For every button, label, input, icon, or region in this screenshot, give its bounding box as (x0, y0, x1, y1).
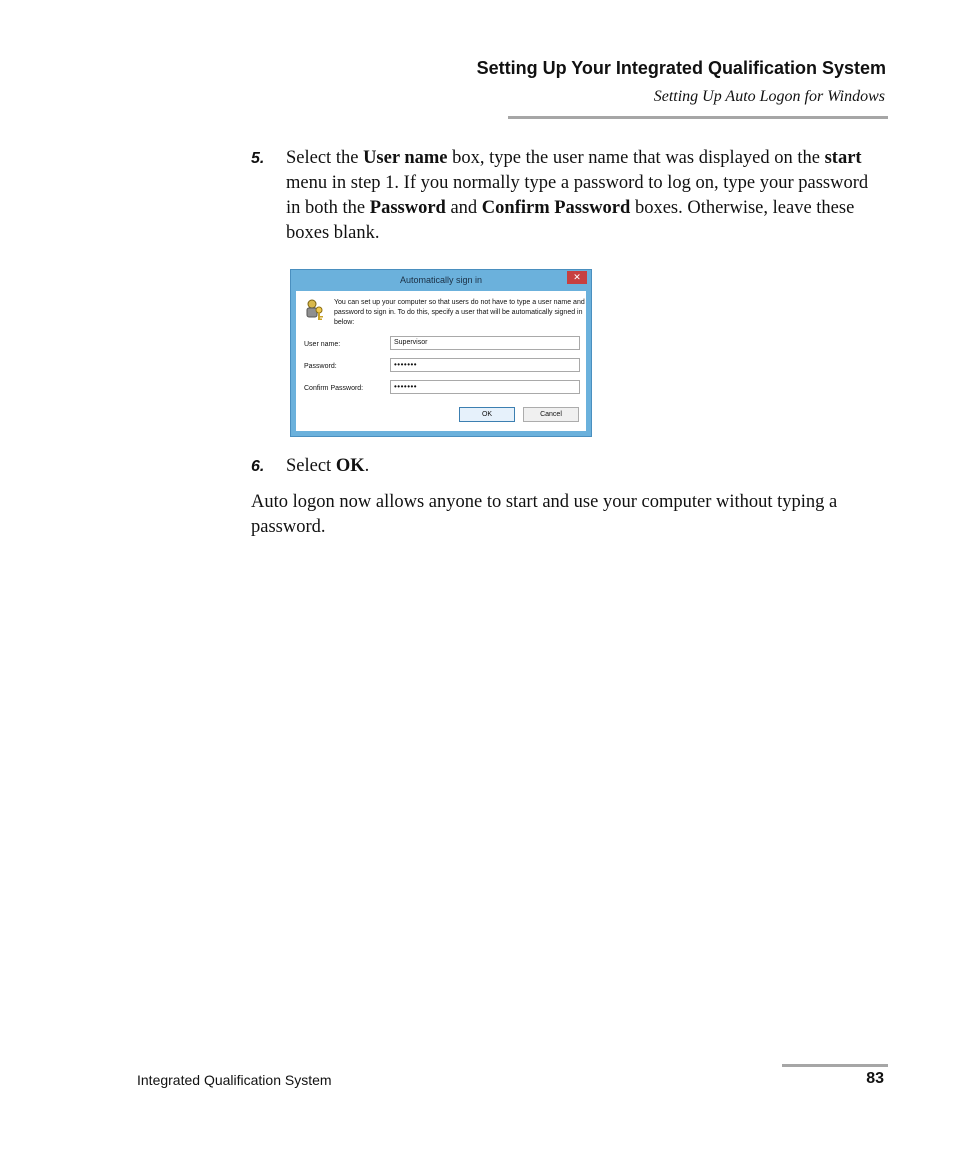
confirm-password-label: Confirm Password: (304, 385, 364, 392)
text-run: box, type the user name that was displayed on the (447, 148, 825, 168)
users-keys-icon (304, 298, 326, 322)
dialog-title: Automatically sign in (399, 275, 483, 285)
text-run: boxes. Otherwise, leave these boxes blank. (286, 198, 855, 243)
user-name-input[interactable]: Supervisor (390, 336, 580, 350)
step-text (286, 454, 369, 479)
step-number: 5. (251, 150, 265, 167)
text-run: Select (286, 456, 336, 476)
text-run: menu in step 1. If you normally type a password to log on, type your password in both the (286, 173, 869, 218)
cancel-button[interactable]: Cancel (523, 407, 579, 422)
step-number: 6. (251, 458, 265, 475)
closing-paragraph: Auto logon now allows anyone to start and use your computer without typing a password. (251, 492, 838, 537)
text-run: Select the (286, 148, 364, 168)
page-number: 83 (866, 1070, 884, 1087)
running-header-subtitle: Setting Up Auto Logon for Windows (653, 88, 885, 105)
footer-rule (782, 1064, 888, 1067)
password-label: Password: (304, 363, 337, 370)
password-input[interactable]: ••••••• (390, 358, 580, 372)
step-text (286, 146, 881, 246)
footer-title: Integrated Qualification System (137, 1072, 332, 1088)
dialog-body (296, 291, 586, 431)
confirm-password-input[interactable]: ••••••• (390, 380, 580, 394)
dialog-message: You can set up your computer so that users do not have to type a user name and password to sign in. To do this, specify a user that will be automatically signed in below: (334, 299, 585, 326)
bold-term: User name (363, 148, 448, 168)
running-header-title: Setting Up Your Integrated Qualification System (476, 58, 886, 78)
bold-term: OK (335, 456, 365, 476)
text-run: and (445, 198, 482, 218)
user-name-label: User name: (304, 341, 341, 348)
bold-term: Password (369, 198, 446, 218)
ok-button[interactable]: OK (459, 407, 515, 422)
auto-sign-in-dialog (290, 269, 592, 437)
text-run: . (364, 456, 370, 476)
bold-term: Confirm Password (481, 198, 631, 218)
header-rule (508, 116, 888, 119)
bold-term: start (824, 148, 862, 168)
close-icon[interactable]: ✕ (567, 271, 587, 284)
